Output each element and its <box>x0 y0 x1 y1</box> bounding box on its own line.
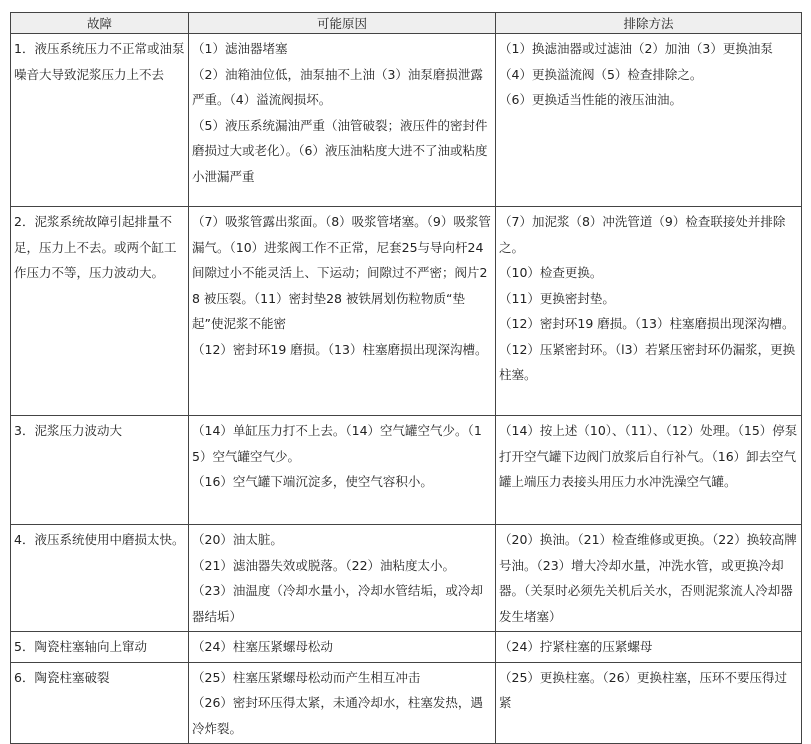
remedies-cell <box>496 416 802 525</box>
cause-line: （5）液压系统漏油严重（油管破裂；液压件的密封件磨损过大或老化）。（6）液压油粘度大进不了油或粘度小泄漏严重 <box>192 117 488 184</box>
cause-line: （20）油太脏。 <box>192 532 283 547</box>
table-row <box>11 662 802 744</box>
cause-line: （25）柱塞压紧螺母松动而产生相互冲击 <box>192 669 421 685</box>
cause-line: （26）密封环压得太紧，未通冷却水，柱塞发热，遇冷炸裂。 <box>192 695 483 736</box>
cause-line: （16）空气罐下端沉淀多，使空气容积小。 <box>192 474 433 489</box>
causes-cell <box>189 662 496 744</box>
remedy-line: （10）检查更换。 <box>499 265 603 280</box>
remedy-line: （25）更换柱塞。（26）更换柱塞，压环不要压得过紧 <box>499 669 788 710</box>
remedy-line: （20）换油。（21）检查维修或更换。（22）换较高牌号油。（23）增大冷却水量，冲洗水管，或更换冷却器。（关泵时必须先关机后关水，否则泥浆流人冷却器发生堵塞） <box>499 532 797 624</box>
cause-line: （14）单缸压力打不上去。（14）空气罐空气少。（15）空气罐空气少。 <box>192 423 482 464</box>
remedy-line: （6）更换适当性能的液压油油。 <box>499 92 682 107</box>
cause-line: （12）密封环19 磨损。（13）柱塞磨损出现深沟槽。 <box>192 341 488 357</box>
fault-table <box>10 12 802 744</box>
cause-line: （7）吸浆管露出浆面。（8）吸浆管堵塞。（9）吸浆管漏气。（10）进浆阀工作不正常，尼套25与导向杆24 间隙过小不能灵活上、下运动；间隙过不严密；阀片28 被压裂。（11）密封垫28 被铁屑划伤粒物质“垫起”使泥浆不能密 <box>192 214 491 331</box>
table-row <box>11 525 802 632</box>
header-causes: 可能原因 <box>189 13 496 34</box>
cause-line: （1）滤油器堵塞 <box>192 41 288 56</box>
remedy-line: （11）更换密封垫。 <box>499 290 615 306</box>
header-fault: 故障 <box>11 13 189 34</box>
table-row <box>11 34 802 207</box>
remedy-line: （14）按上述（10）、（11）、（12）处理。（15）停泵打开空气罐下边阀门放浆后自行补气。（16）卸去空气罐上端压力表接头用压力水冲洗澡空气罐。 <box>499 423 798 489</box>
table-row <box>11 416 802 525</box>
causes-cell <box>189 207 496 416</box>
fault-cell: 1．液压系统压力不正常或油泵噪音大导致泥浆压力上不去 <box>11 34 189 207</box>
fault-cell: 5．陶瓷柱塞轴向上窜动 <box>11 632 189 663</box>
cause-line: （23）油温度（冷却水量小，冷却水管结垢，或冷却器结垢） <box>192 583 483 624</box>
header-row <box>11 13 802 34</box>
causes-cell <box>189 34 496 207</box>
cause-line: （21）滤油器失效或脱落。（22）油粘度太小。 <box>192 557 456 573</box>
fault-cell: 2．泥浆系统故障引起排量不足，压力上不去。或两个缸工作压力不等，压力波动大。 <box>11 207 189 416</box>
cause-line: （24）柱塞压紧螺母松动 <box>192 639 333 654</box>
remedies-cell <box>496 207 802 416</box>
remedy-line: （7）加泥浆（8）冲洗管道（9）检查联接处并排除之。 <box>499 214 786 255</box>
fault-cell: 4．液压系统使用中磨损太快。 <box>11 525 189 632</box>
fault-cell: 3．泥浆压力波动大 <box>11 416 189 525</box>
fault-cell: 6．陶瓷柱塞破裂 <box>11 662 189 744</box>
remedies-cell <box>496 662 802 744</box>
causes-cell <box>189 416 496 525</box>
remedies-cell <box>496 525 802 632</box>
remedy-line: （1）换滤油器或过滤油（2）加油（3）更换油泵（4）更换溢流阀（5）检查排除之。 <box>499 41 773 82</box>
remedies-cell <box>496 34 802 207</box>
remedy-line: （12）压紧密封环。（l3）若紧压密封环仍漏浆，更换柱塞。 <box>499 341 796 382</box>
causes-cell <box>189 525 496 632</box>
remedy-line: （12）密封环19 磨损。（13）柱塞磨损出现深沟槽。 <box>499 316 795 331</box>
remedies-cell <box>496 632 802 663</box>
cause-line: （2）油箱油位低，油泵抽不上油（3）油泵磨损泄露严重。（4）溢流阀损坏。 <box>192 66 483 107</box>
table-row <box>11 207 802 416</box>
causes-cell <box>189 632 496 663</box>
table-row <box>11 632 802 663</box>
remedy-line: （24）拧紧柱塞的压紧螺母 <box>499 639 653 654</box>
header-remedies: 排除方法 <box>496 13 802 34</box>
